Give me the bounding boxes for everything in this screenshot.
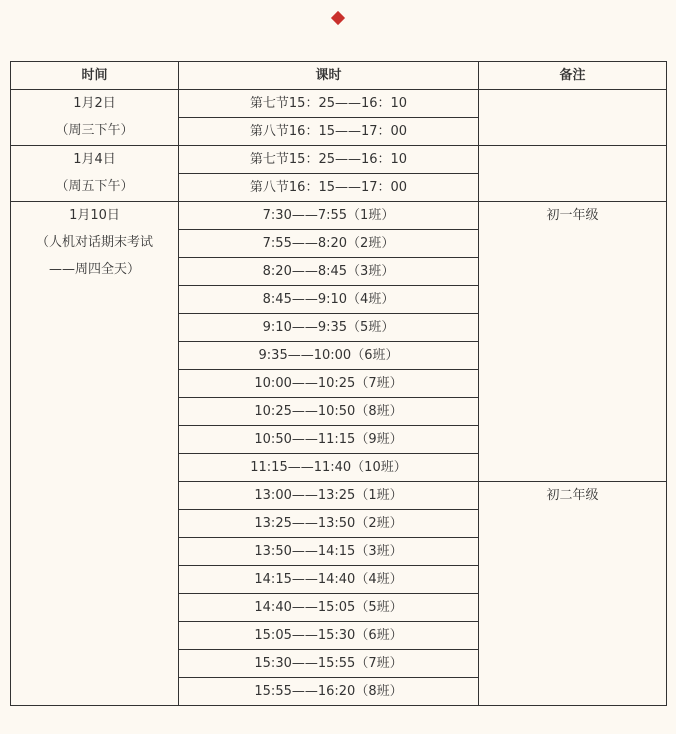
exam-schedule-table — [10, 61, 667, 706]
period-cell: 15:55——16:20（8班） — [179, 678, 479, 706]
header-time: 时间 — [11, 62, 179, 90]
period-cell: 10:25——10:50（8班） — [179, 398, 479, 426]
period-cell: 7:30——7:55（1班） — [179, 202, 479, 230]
note-cell — [479, 146, 667, 202]
period-cell: 第八节16：15——17：00 — [179, 174, 479, 202]
date-note: （人机对话期末考试 — [35, 235, 153, 250]
date-cell — [11, 202, 179, 706]
diamond-ornament-icon — [331, 11, 345, 25]
header-note: 备注 — [479, 62, 667, 90]
date-note: ——周四全天） — [48, 262, 140, 277]
period-cell: 15:30——15:55（7班） — [179, 650, 479, 678]
period-cell: 13:00——13:25（1班） — [179, 482, 479, 510]
period-cell: 13:50——14:15（3班） — [179, 538, 479, 566]
grade-note-cell: 初一年级 — [479, 202, 667, 482]
period-cell: 8:45——9:10（4班） — [179, 286, 479, 314]
period-cell: 10:00——10:25（7班） — [179, 370, 479, 398]
period-cell: 9:10——9:35（5班） — [179, 314, 479, 342]
table-row — [11, 146, 667, 174]
period-cell: 第八节16：15——17：00 — [179, 118, 479, 146]
period-cell: 第七节15：25——16：10 — [179, 146, 479, 174]
date-text: 1月4日 — [73, 152, 116, 167]
table-row — [11, 202, 667, 230]
period-cell: 8:20——8:45（3班） — [179, 258, 479, 286]
table-header-row — [11, 62, 667, 90]
grade-note-cell: 初二年级 — [479, 482, 667, 706]
period-cell: 11:15——11:40（10班） — [179, 454, 479, 482]
period-cell: 14:15——14:40（4班） — [179, 566, 479, 594]
date-cell — [11, 90, 179, 146]
period-cell: 第七节15：25——16：10 — [179, 90, 479, 118]
period-cell: 13:25——13:50（2班） — [179, 510, 479, 538]
period-cell: 15:05——15:30（6班） — [179, 622, 479, 650]
date-note: （周三下午） — [55, 123, 134, 138]
period-cell: 7:55——8:20（2班） — [179, 230, 479, 258]
date-text: 1月2日 — [73, 96, 116, 111]
date-note: （周五下午） — [55, 179, 134, 194]
period-cell: 9:35——10:00（6班） — [179, 342, 479, 370]
period-cell: 14:40——15:05（5班） — [179, 594, 479, 622]
header-period: 课时 — [179, 62, 479, 90]
date-text: 1月10日 — [69, 208, 120, 223]
period-cell: 10:50——11:15（9班） — [179, 426, 479, 454]
note-cell — [479, 90, 667, 146]
table-row — [11, 90, 667, 118]
date-cell — [11, 146, 179, 202]
